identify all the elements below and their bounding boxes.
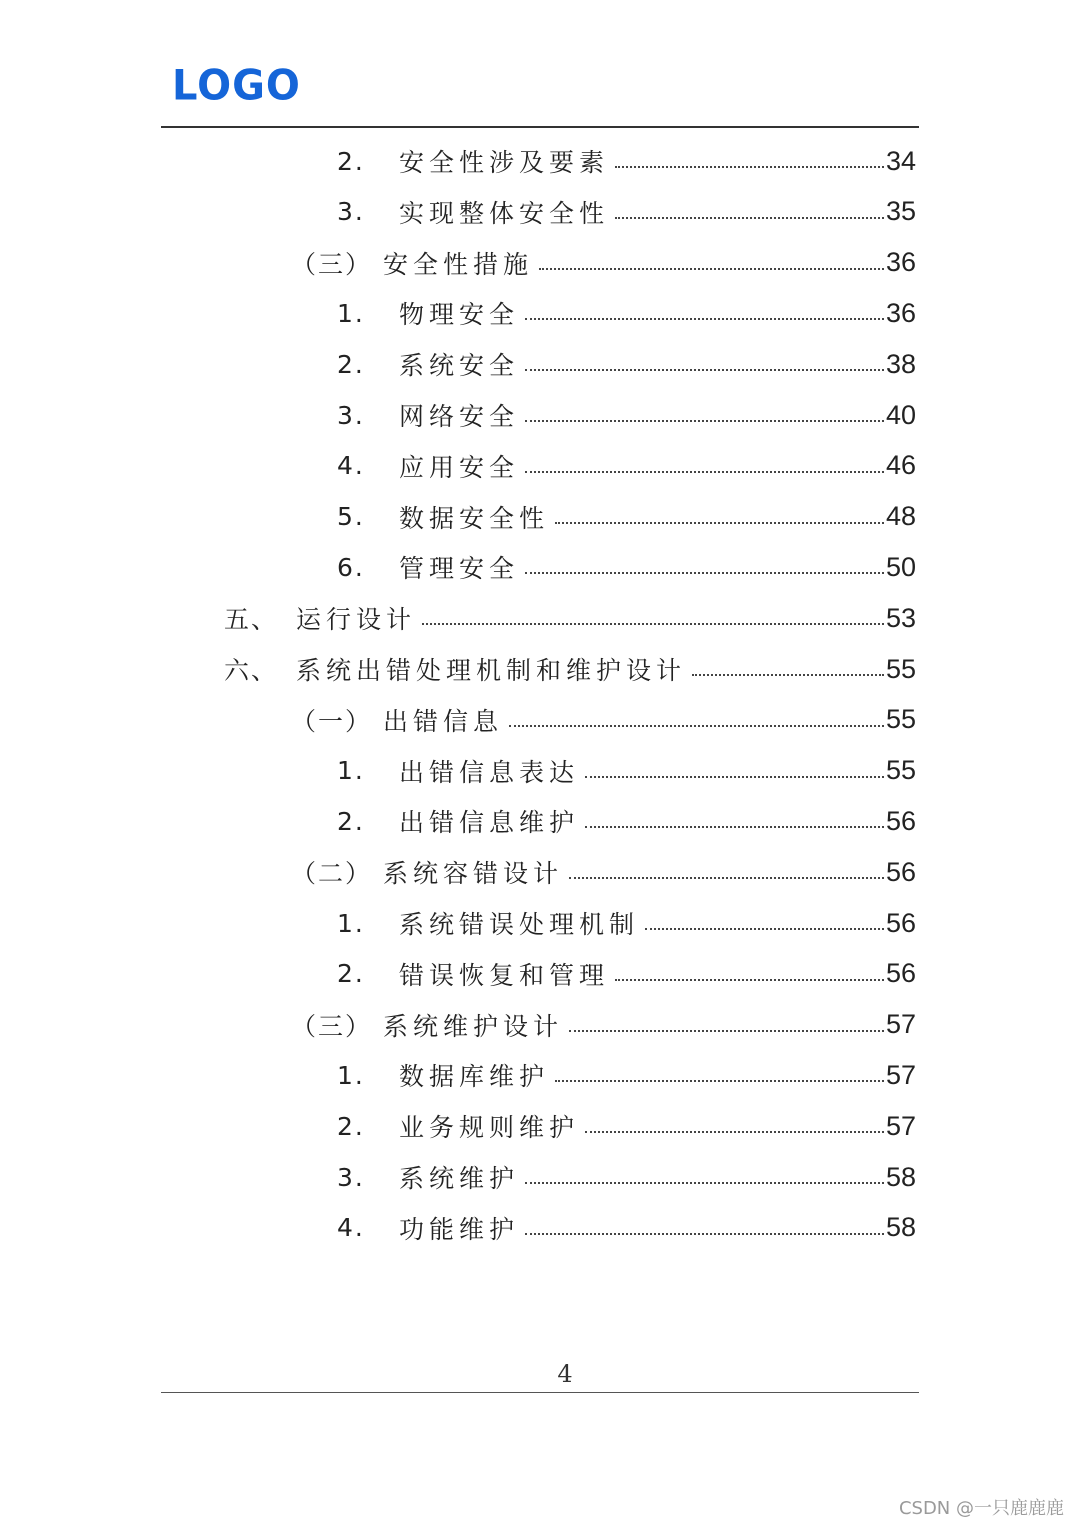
toc-dot-leader <box>525 452 884 480</box>
toc-entry-page: 58 <box>885 1212 916 1243</box>
toc-entry-title: 安全性措施 <box>383 249 534 279</box>
toc-entry[interactable] <box>337 288 916 338</box>
toc-dot-leader <box>569 1011 884 1039</box>
toc-entry-title: 错误恢复和管理 <box>399 960 610 990</box>
toc-entry-page: 34 <box>885 145 916 176</box>
toc-entry-page: 56 <box>885 907 916 938</box>
toc-entry-number: 2. <box>337 959 365 989</box>
toc-entry[interactable] <box>337 1050 916 1100</box>
toc-entry-page: 56 <box>885 805 916 836</box>
toc-entry[interactable] <box>291 695 916 745</box>
toc-entry-number: 1. <box>337 298 365 328</box>
toc-entry-title: 系统维护 <box>399 1164 520 1193</box>
toc-entry-page: 55 <box>885 704 916 735</box>
toc-entry-number: 4. <box>337 1213 365 1243</box>
toc-entry-title: 网络安全 <box>399 402 520 431</box>
toc-entry-number: 2. <box>337 146 365 176</box>
toc-dot-leader <box>615 147 884 175</box>
toc-entry[interactable] <box>337 949 916 999</box>
toc-entry-title: 数据安全性 <box>399 503 550 533</box>
toc-entry[interactable] <box>337 136 916 186</box>
toc-entry-number: 1. <box>337 756 365 786</box>
toc-dot-leader <box>525 1214 884 1242</box>
toc-entry-title: 安全性涉及要素 <box>399 148 610 177</box>
toc-entry-title: 出错信息维护 <box>399 808 580 838</box>
toc-entry-page: 58 <box>885 1161 916 1192</box>
toc-entry-page: 38 <box>885 348 916 379</box>
toc-entry-number: （三） <box>291 249 373 279</box>
toc-dot-leader <box>525 299 884 327</box>
toc-entry-page: 55 <box>885 755 916 786</box>
footer-rule <box>161 1392 919 1393</box>
toc-entry-title: 系统出错处理机制和维护设计 <box>296 656 687 685</box>
toc-dot-leader <box>539 249 884 277</box>
toc-dot-leader <box>585 1112 884 1140</box>
toc-entry[interactable] <box>337 492 916 542</box>
page-number: 4 <box>557 1360 573 1388</box>
toc-dot-leader <box>509 706 884 734</box>
toc-entry-number: 六、 <box>224 656 279 685</box>
toc-entry-number: 3. <box>337 1162 365 1192</box>
toc-entry-title: 应用安全 <box>399 452 520 482</box>
toc-entry-number: （二） <box>291 859 373 889</box>
toc-entry-title: 功能维护 <box>399 1214 520 1244</box>
toc-entry[interactable] <box>337 898 916 948</box>
toc-entry-title: 运行设计 <box>296 605 417 635</box>
toc-entry-page: 35 <box>885 196 916 227</box>
toc-entry-number: 五、 <box>224 605 279 635</box>
toc-entry[interactable] <box>337 542 916 592</box>
toc-entry-page: 53 <box>885 602 916 633</box>
toc-entry-title: 系统错误处理机制 <box>399 910 640 939</box>
toc-dot-leader <box>525 1163 884 1191</box>
toc-entry-title: 系统容错设计 <box>383 859 564 889</box>
toc-entry-title: 数据库维护 <box>399 1062 550 1092</box>
toc-dot-leader <box>615 960 884 988</box>
toc-entry[interactable] <box>337 187 916 237</box>
toc-entry-page: 56 <box>885 958 916 989</box>
toc-entry-number: 2. <box>337 349 365 379</box>
toc-entry[interactable] <box>291 847 916 897</box>
toc-dot-leader <box>525 401 884 429</box>
toc-entry-page: 55 <box>885 653 916 684</box>
toc-entry-title: 物理安全 <box>399 300 520 330</box>
toc-entry-title: 系统安全 <box>399 351 520 381</box>
toc-entry-title: 出错信息 <box>383 706 504 736</box>
toc-dot-leader <box>422 604 884 632</box>
toc-entry-title: 系统维护设计 <box>383 1011 564 1041</box>
toc-entry[interactable] <box>337 1101 916 1151</box>
toc-entry-title: 出错信息表达 <box>399 757 580 787</box>
toc-entry[interactable] <box>291 238 916 288</box>
toc-entry-number: 5. <box>337 502 365 532</box>
toc-entry-page: 50 <box>885 551 916 582</box>
toc-entry-number: 2. <box>337 806 365 836</box>
toc-entry[interactable] <box>337 746 916 796</box>
toc-entry[interactable] <box>337 1203 916 1253</box>
toc-entry-number: （三） <box>291 1011 373 1041</box>
logo: LOGO <box>172 61 301 111</box>
toc-entry-number: 6. <box>337 552 365 582</box>
toc-entry-page: 36 <box>885 297 916 328</box>
toc-entry-number: （一） <box>291 706 373 736</box>
toc-dot-leader <box>569 858 884 886</box>
toc-dot-leader <box>525 553 884 581</box>
toc-entry-page: 57 <box>885 1059 916 1090</box>
toc-dot-leader <box>645 909 884 937</box>
toc-entry-number: 1. <box>337 1060 365 1090</box>
toc-entry[interactable] <box>291 1000 916 1050</box>
toc-entry[interactable] <box>224 644 916 694</box>
header-rule <box>161 126 919 128</box>
watermark: CSDN @一只鹿鹿鹿 <box>898 1498 1064 1519</box>
toc-entry-page: 57 <box>885 1110 916 1141</box>
toc-entry-number: 1. <box>337 908 365 938</box>
toc-dot-leader <box>555 1061 884 1089</box>
toc-entry-page: 56 <box>885 856 916 887</box>
toc-entry-page: 48 <box>885 501 916 532</box>
toc-entry-page: 46 <box>885 450 916 481</box>
toc-dot-leader <box>585 757 884 785</box>
toc-entry-page: 57 <box>885 1009 916 1040</box>
toc-entry-number: 3. <box>337 197 365 227</box>
toc-entry-title: 实现整体安全性 <box>399 198 610 228</box>
toc-entry-title: 管理安全 <box>399 554 520 584</box>
toc-entry-page: 40 <box>885 399 916 430</box>
toc-entry-number: 3. <box>337 400 365 430</box>
toc-entry-page: 36 <box>885 247 916 278</box>
toc-entry-number: 2. <box>337 1111 365 1141</box>
toc-entry[interactable] <box>224 593 916 643</box>
toc-entry[interactable] <box>337 390 916 440</box>
toc-dot-leader <box>555 503 884 531</box>
toc-entry-number: 4. <box>337 451 365 481</box>
toc-dot-leader <box>525 350 884 378</box>
toc-dot-leader <box>692 655 884 683</box>
toc-entry[interactable] <box>337 441 916 491</box>
toc-entry[interactable] <box>337 796 916 846</box>
toc-entry-title: 业务规则维护 <box>399 1113 580 1143</box>
toc-entry[interactable] <box>337 339 916 389</box>
toc-entry[interactable] <box>337 1152 916 1202</box>
toc-dot-leader <box>585 807 884 835</box>
toc-dot-leader <box>615 198 884 226</box>
